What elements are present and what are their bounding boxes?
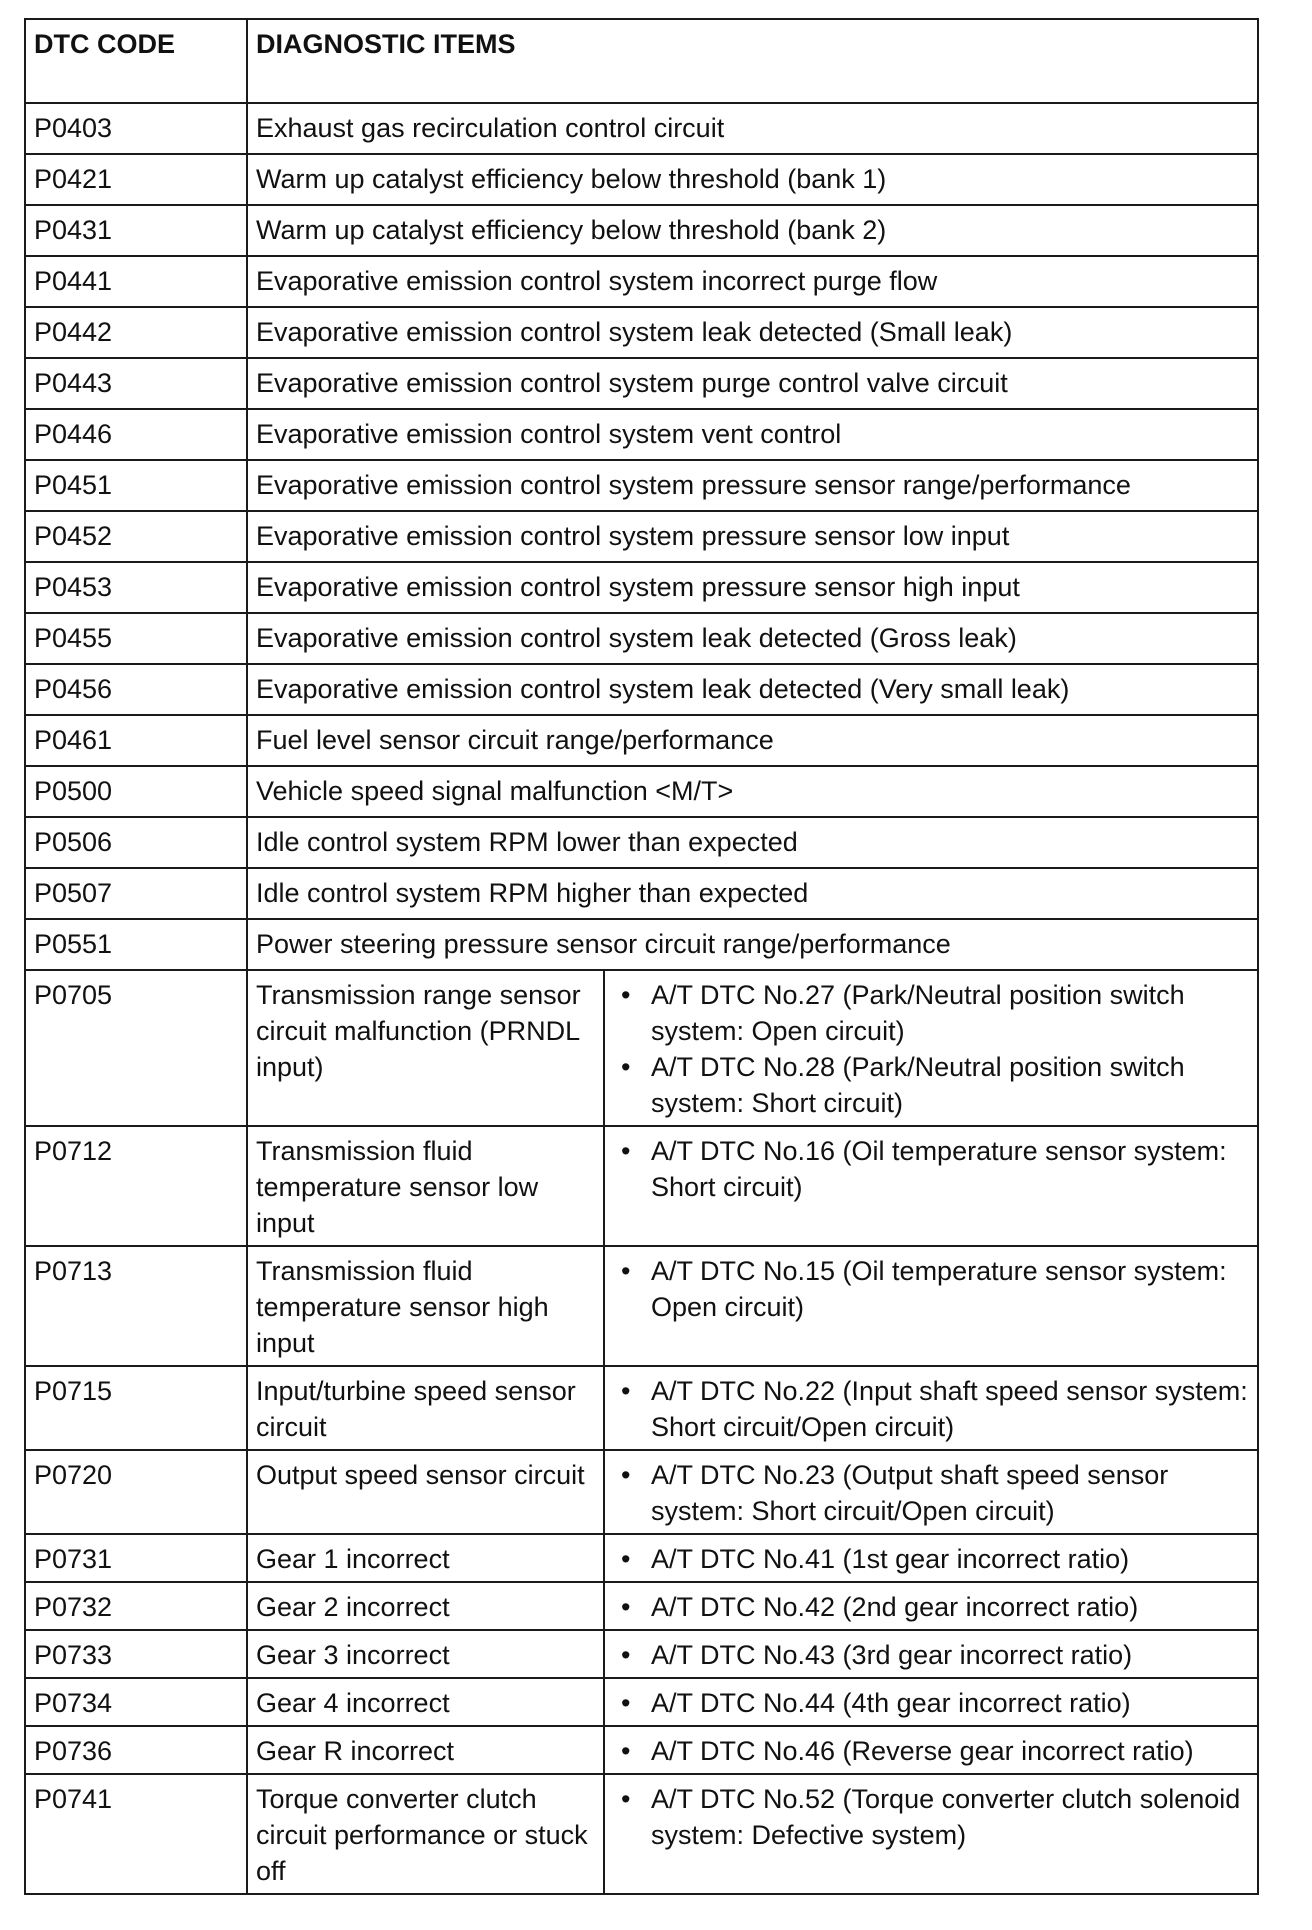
dtc-code-cell: P0733 <box>25 1630 247 1678</box>
dtc-code-cell: P0431 <box>25 205 247 256</box>
dtc-code-cell: P0705 <box>25 970 247 1126</box>
table-row <box>25 460 1258 511</box>
diagnostic-item-cell: Evaporative emission control system leak detected (Very small leak) <box>247 664 1258 715</box>
dtc-code-cell: P0461 <box>25 715 247 766</box>
dtc-code-cell: P0507 <box>25 868 247 919</box>
at-dtc-item: • A/T DTC No.42 (2nd gear incorrect ratio) <box>613 1589 1249 1625</box>
diagnostic-item-cell: Gear R incorrect <box>247 1726 604 1774</box>
dtc-code-cell: P0446 <box>25 409 247 460</box>
table-row <box>25 409 1258 460</box>
dtc-code-cell: P0731 <box>25 1534 247 1582</box>
table-row <box>25 358 1258 409</box>
at-dtc-list <box>613 1373 1249 1445</box>
diagnostic-item-cell: Evaporative emission control system purge control valve circuit <box>247 358 1258 409</box>
table-row <box>25 1774 1258 1894</box>
dtc-code-cell: P0403 <box>25 103 247 154</box>
table-row <box>25 919 1258 970</box>
dtc-code-cell: P0500 <box>25 766 247 817</box>
at-dtc-item: • A/T DTC No.15 (Oil temperature sensor system: Open circuit) <box>613 1253 1249 1325</box>
at-dtc-cell <box>604 970 1258 1126</box>
at-dtc-list <box>613 1457 1249 1529</box>
at-dtc-item: • A/T DTC No.44 (4th gear incorrect ratio) <box>613 1685 1249 1721</box>
diagnostic-item-cell: Evaporative emission control system incorrect purge flow <box>247 256 1258 307</box>
table-row <box>25 1726 1258 1774</box>
at-dtc-item: • A/T DTC No.16 (Oil temperature sensor system: Short circuit) <box>613 1133 1249 1205</box>
dtc-code-cell: P0453 <box>25 562 247 613</box>
diagnostic-item-cell: Evaporative emission control system pressure sensor high input <box>247 562 1258 613</box>
table-row <box>25 613 1258 664</box>
table-row <box>25 664 1258 715</box>
table-row <box>25 1126 1258 1246</box>
diagnostic-item-cell: Warm up catalyst efficiency below threshold (bank 2) <box>247 205 1258 256</box>
header-diagnostic-items: DIAGNOSTIC ITEMS <box>247 19 1258 103</box>
table-row <box>25 766 1258 817</box>
table-row <box>25 1246 1258 1366</box>
header-row <box>25 19 1258 103</box>
at-dtc-list <box>613 1637 1249 1673</box>
diagnostic-item-cell: Fuel level sensor circuit range/performance <box>247 715 1258 766</box>
table-row <box>25 1450 1258 1534</box>
at-dtc-item: • A/T DTC No.41 (1st gear incorrect ratio) <box>613 1541 1249 1577</box>
table-row <box>25 1630 1258 1678</box>
dtc-code-cell: P0455 <box>25 613 247 664</box>
table-row <box>25 868 1258 919</box>
diagnostic-item-cell: Transmission fluid temperature sensor high input <box>247 1246 604 1366</box>
at-dtc-cell <box>604 1126 1258 1246</box>
table-row <box>25 205 1258 256</box>
at-dtc-list <box>613 1733 1249 1769</box>
diagnostic-item-cell: Evaporative emission control system pressure sensor low input <box>247 511 1258 562</box>
dtc-code-cell: P0441 <box>25 256 247 307</box>
at-dtc-cell <box>604 1678 1258 1726</box>
diagnostic-item-cell: Input/turbine speed sensor circuit <box>247 1366 604 1450</box>
dtc-code-cell: P0720 <box>25 1450 247 1534</box>
at-dtc-cell <box>604 1582 1258 1630</box>
diagnostic-item-cell: Gear 3 incorrect <box>247 1630 604 1678</box>
at-dtc-list <box>613 1541 1249 1577</box>
at-dtc-list <box>613 1253 1249 1325</box>
diagnostic-item-cell: Exhaust gas recirculation control circuit <box>247 103 1258 154</box>
dtc-code-cell: P0715 <box>25 1366 247 1450</box>
at-dtc-cell <box>604 1534 1258 1582</box>
dtc-code-cell: P0713 <box>25 1246 247 1366</box>
diagnostic-item-cell: Gear 4 incorrect <box>247 1678 604 1726</box>
at-dtc-item: • A/T DTC No.28 (Park/Neutral position switch system: Short circuit) <box>613 1049 1249 1121</box>
table-row <box>25 511 1258 562</box>
dtc-code-cell: P0421 <box>25 154 247 205</box>
at-dtc-cell <box>604 1726 1258 1774</box>
table-row <box>25 256 1258 307</box>
at-dtc-item: • A/T DTC No.52 (Torque converter clutch solenoid system: Defective system) <box>613 1781 1249 1853</box>
dtc-code-cell: P0734 <box>25 1678 247 1726</box>
table-row <box>25 1582 1258 1630</box>
dtc-table <box>24 18 1259 1895</box>
table-row <box>25 307 1258 358</box>
at-dtc-item: • A/T DTC No.43 (3rd gear incorrect ratio) <box>613 1637 1249 1673</box>
table-row <box>25 1366 1258 1450</box>
diagnostic-item-cell: Evaporative emission control system pressure sensor range/performance <box>247 460 1258 511</box>
diagnostic-item-cell: Torque converter clutch circuit performance or stuck off <box>247 1774 604 1894</box>
diagnostic-item-cell: Idle control system RPM higher than expected <box>247 868 1258 919</box>
dtc-code-cell: P0506 <box>25 817 247 868</box>
header-dtc-code: DTC CODE <box>25 19 247 103</box>
diagnostic-item-cell: Vehicle speed signal malfunction <M/T> <box>247 766 1258 817</box>
diagnostic-item-cell: Transmission range sensor circuit malfunction (PRNDL input) <box>247 970 604 1126</box>
diagnostic-item-cell: Power steering pressure sensor circuit range/performance <box>247 919 1258 970</box>
dtc-code-cell: P0456 <box>25 664 247 715</box>
dtc-code-cell: P0712 <box>25 1126 247 1246</box>
diagnostic-item-cell: Warm up catalyst efficiency below threshold (bank 1) <box>247 154 1258 205</box>
diagnostic-item-cell: Evaporative emission control system leak detected (Gross leak) <box>247 613 1258 664</box>
at-dtc-item: • A/T DTC No.27 (Park/Neutral position switch system: Open circuit) <box>613 977 1249 1049</box>
table-row <box>25 970 1258 1126</box>
dtc-code-cell: P0443 <box>25 358 247 409</box>
table-row <box>25 1678 1258 1726</box>
dtc-code-cell: P0442 <box>25 307 247 358</box>
at-dtc-cell <box>604 1774 1258 1894</box>
at-dtc-list <box>613 977 1249 1121</box>
at-dtc-list <box>613 1133 1249 1205</box>
diagnostic-item-cell: Evaporative emission control system vent control <box>247 409 1258 460</box>
table-row <box>25 817 1258 868</box>
at-dtc-list <box>613 1781 1249 1853</box>
at-dtc-cell <box>604 1450 1258 1534</box>
dtc-code-cell: P0452 <box>25 511 247 562</box>
table-row <box>25 103 1258 154</box>
table-row <box>25 154 1258 205</box>
table-row <box>25 715 1258 766</box>
at-dtc-list <box>613 1685 1249 1721</box>
diagnostic-item-cell: Idle control system RPM lower than expected <box>247 817 1258 868</box>
dtc-code-cell: P0732 <box>25 1582 247 1630</box>
table-row <box>25 1534 1258 1582</box>
diagnostic-item-cell: Gear 1 incorrect <box>247 1534 604 1582</box>
dtc-code-cell: P0736 <box>25 1726 247 1774</box>
at-dtc-cell <box>604 1366 1258 1450</box>
diagnostic-item-cell: Evaporative emission control system leak detected (Small leak) <box>247 307 1258 358</box>
table-row <box>25 562 1258 613</box>
at-dtc-cell <box>604 1246 1258 1366</box>
dtc-code-cell: P0551 <box>25 919 247 970</box>
dtc-code-cell: P0741 <box>25 1774 247 1894</box>
at-dtc-item: • A/T DTC No.46 (Reverse gear incorrect ratio) <box>613 1733 1249 1769</box>
diagnostic-item-cell: Gear 2 incorrect <box>247 1582 604 1630</box>
dtc-code-cell: P0451 <box>25 460 247 511</box>
at-dtc-item: • A/T DTC No.23 (Output shaft speed sensor system: Short circuit/Open circuit) <box>613 1457 1249 1529</box>
diagnostic-item-cell: Output speed sensor circuit <box>247 1450 604 1534</box>
diagnostic-item-cell: Transmission fluid temperature sensor low input <box>247 1126 604 1246</box>
at-dtc-cell <box>604 1630 1258 1678</box>
at-dtc-list <box>613 1589 1249 1625</box>
at-dtc-item: • A/T DTC No.22 (Input shaft speed sensor system: Short circuit/Open circuit) <box>613 1373 1249 1445</box>
